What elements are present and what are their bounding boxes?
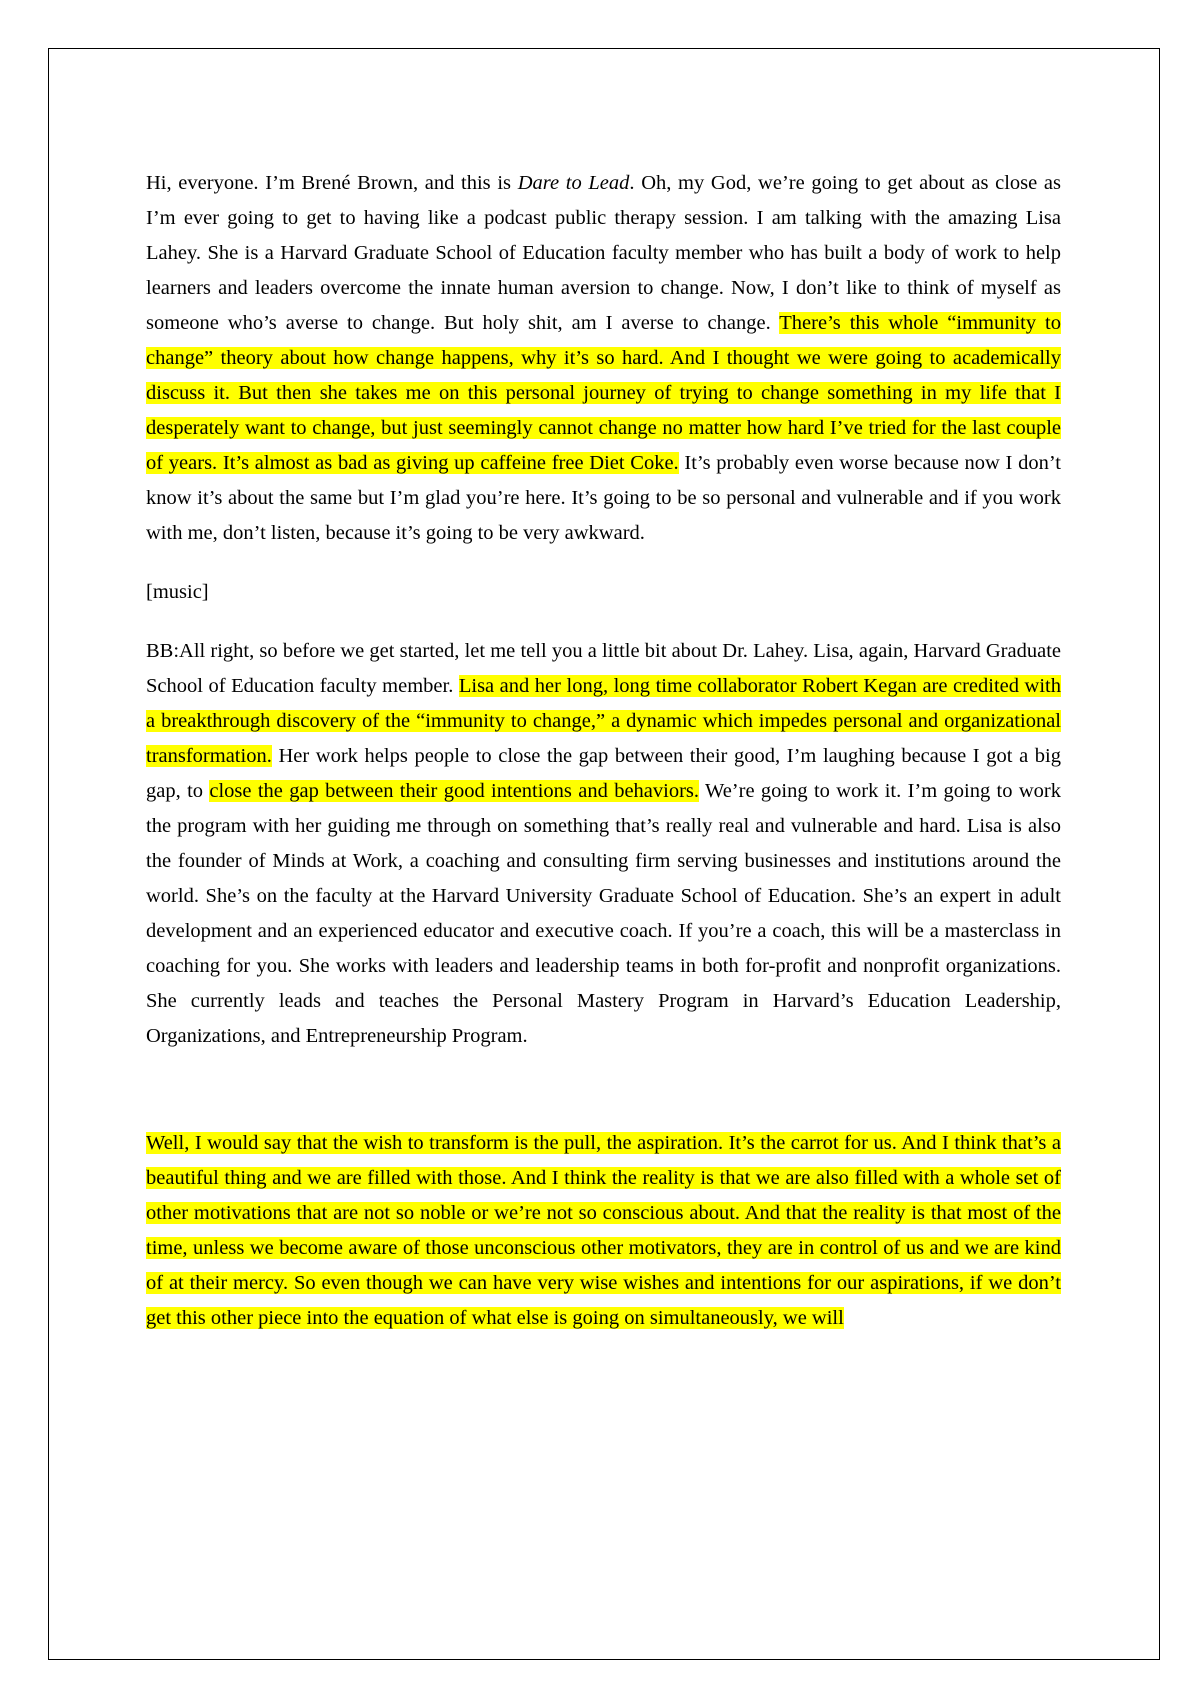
- highlighted-text: close the gap between their good intentions and behaviors.: [209, 780, 700, 802]
- highlighted-text: Lisa and her long, long time collaborator Robert Kegan are credited with a breakthrough discovery of the “immunity to change,” a dynamic which impedes personal and organizational transformation.: [146, 675, 1061, 767]
- paragraph-music: [146, 575, 1061, 610]
- text-segment: Hi, everyone. I’m Brené Brown, and this is: [146, 172, 518, 194]
- document-body: [146, 166, 1061, 1360]
- paragraph-bb-intro: [146, 634, 1061, 1054]
- highlighted-text: There’s this whole “immunity to change” theory about how change happens, why it’s so hard. And I thought we were going to academically discuss it. But then she takes me on this personal journey of trying to change something in my life that I desperately want to change, but just seemingly cannot change no matter how hard I’ve tried for the last couple of years. It’s almost as bad as giving up caffeine free Diet Coke.: [146, 312, 1061, 474]
- text-segment: We’re going to work it. I’m going to work the program with her guiding me through on something that’s really real and vulnerable and hard. Lisa is also the founder of Minds at Work, a coaching and consulting firm serving businesses and institutions around the world. She’s on the faculty at the Harvard University Graduate School of Education. She’s an expert in adult development and an experienced educator and executive coach. If you’re a coach, this will be a masterclass in coaching for you. She works with leaders and leadership teams in both for-profit and nonprofit organizations. She currently leads and teaches the Personal Mastery Program in Harvard’s Education Leadership, Organizations, and Entrepreneurship Program.: [146, 780, 1061, 1047]
- podcast-title: Dare to Lead: [517, 172, 630, 194]
- text-segment: . Oh, my God, we’re going to get about as close as I’m ever going to get to having like a podcast public therapy session. I am talking with the amazing Lisa Lahey. She is a Harvard Graduate School of Education faculty member who has built a body of work to help learners and leaders overcome the innate human aversion to change. Now, I don’t like to think of myself as someone who’s averse to change. But holy shit, am I averse to change.: [146, 172, 1061, 334]
- paragraph-intro: [146, 166, 1061, 551]
- music-cue: [music]: [146, 581, 209, 603]
- text-segment: BB:All right, so before we get started, let me tell you a little bit about Dr. Lahey. Lisa, again, Harvard Graduate School of Education faculty member.: [146, 640, 1061, 697]
- paragraph-lisa-answer: [146, 1126, 1061, 1336]
- highlighted-text: Well, I would say that the wish to transform is the pull, the aspiration. It’s the carrot for us. And I think that’s a beautiful thing and we are filled with those. And I think the reality is that we are also filled with a whole set of other motivations that are not so noble or we’re not so conscious about. And that the reality is that most of the time, unless we become aware of those unconscious other motivators, they are in control of us and we are kind of at their mercy. So even though we can have very wise wishes and intentions for our aspirations, if we don’t get this other piece into the equation of what else is going on simultaneously, we will: [146, 1132, 1061, 1329]
- text-segment: It’s probably even worse because now I don’t know it’s about the same but I’m glad you’re here. It’s going to be so personal and vulnerable and if you work with me, don’t listen, because it’s going to be very awkward.: [146, 452, 1061, 544]
- text-segment: Her work helps people to close the gap between their good, I’m laughing because I got a big gap, to: [146, 745, 1061, 802]
